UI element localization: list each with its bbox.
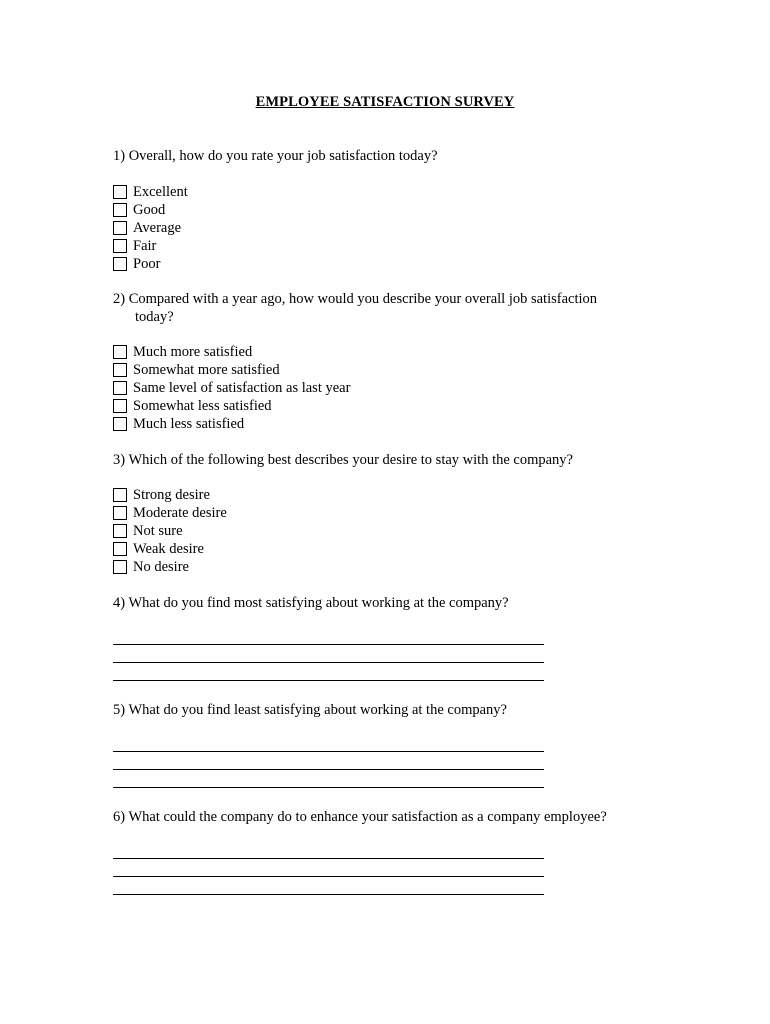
checkbox[interactable] [113,524,127,538]
checkbox[interactable] [113,239,127,253]
question-1-options [113,183,188,273]
option-somewhat-more-satisfied[interactable] [113,361,350,379]
question-3-options [113,486,227,576]
option-excellent[interactable] [113,183,188,201]
option-label: Poor [133,255,161,272]
option-label: Much more satisfied [133,343,253,360]
checkbox[interactable] [113,185,127,199]
option-much-more-satisfied[interactable] [113,343,350,361]
question-1: 1) Overall, how do you rate your job satisfaction today? [113,148,438,164]
question-5: 5) What do you find least satisfying about working at the company? [113,702,507,718]
option-label: Average [133,219,182,236]
checkbox[interactable] [113,381,127,395]
checkbox[interactable] [113,203,127,217]
option-good[interactable] [113,201,188,219]
question-2-line-2: today? [135,309,174,325]
checkbox[interactable] [113,399,127,413]
question-2 [113,290,653,326]
question-5-answer[interactable] [113,751,544,805]
checkbox[interactable] [113,221,127,235]
checkbox[interactable] [113,417,127,431]
option-label: Strong desire [133,486,210,503]
answer-line[interactable] [113,769,544,770]
question-2-line-1: 2) Compared with a year ago, how would you describe your overall job satisfaction [113,291,598,307]
answer-line[interactable] [113,680,544,681]
option-label: Fair [133,237,157,254]
answer-line[interactable] [113,876,544,877]
option-label: Same level of satisfaction as last year [133,379,351,396]
option-label: Not sure [133,522,183,539]
checkbox[interactable] [113,560,127,574]
option-much-less-satisfied[interactable] [113,415,350,433]
option-label: No desire [133,558,189,575]
checkbox[interactable] [113,488,127,502]
answer-line[interactable] [113,751,544,752]
option-fair[interactable] [113,237,188,255]
checkbox[interactable] [113,345,127,359]
question-4-answer[interactable] [113,644,544,698]
option-label: Excellent [133,183,188,200]
option-label: Weak desire [133,540,204,557]
option-label: Somewhat less satisfied [133,397,272,414]
option-not-sure[interactable] [113,522,227,540]
option-label: Much less satisfied [133,415,245,432]
checkbox[interactable] [113,506,127,520]
checkbox[interactable] [113,257,127,271]
option-average[interactable] [113,219,188,237]
option-label: Good [133,201,166,218]
option-no-desire[interactable] [113,558,227,576]
option-label: Moderate desire [133,504,227,521]
option-weak-desire[interactable] [113,540,227,558]
option-somewhat-less-satisfied[interactable] [113,397,350,415]
answer-line[interactable] [113,662,544,663]
answer-line[interactable] [113,787,544,788]
question-2-options [113,343,350,433]
answer-line[interactable] [113,644,544,645]
option-poor[interactable] [113,255,188,273]
checkbox[interactable] [113,542,127,556]
checkbox[interactable] [113,363,127,377]
option-moderate-desire[interactable] [113,504,227,522]
answer-line[interactable] [113,894,544,895]
option-label: Somewhat more satisfied [133,361,280,378]
question-6-answer[interactable] [113,858,544,912]
option-same-level[interactable] [113,379,350,397]
survey-title: EMPLOYEE SATISFACTION SURVEY [255,94,515,110]
question-4: 4) What do you find most satisfying about working at the company? [113,595,509,611]
answer-line[interactable] [113,858,544,859]
option-strong-desire[interactable] [113,486,227,504]
question-6: 6) What could the company do to enhance your satisfaction as a company employee? [113,809,607,825]
question-3: 3) Which of the following best describes your desire to stay with the company? [113,452,573,468]
